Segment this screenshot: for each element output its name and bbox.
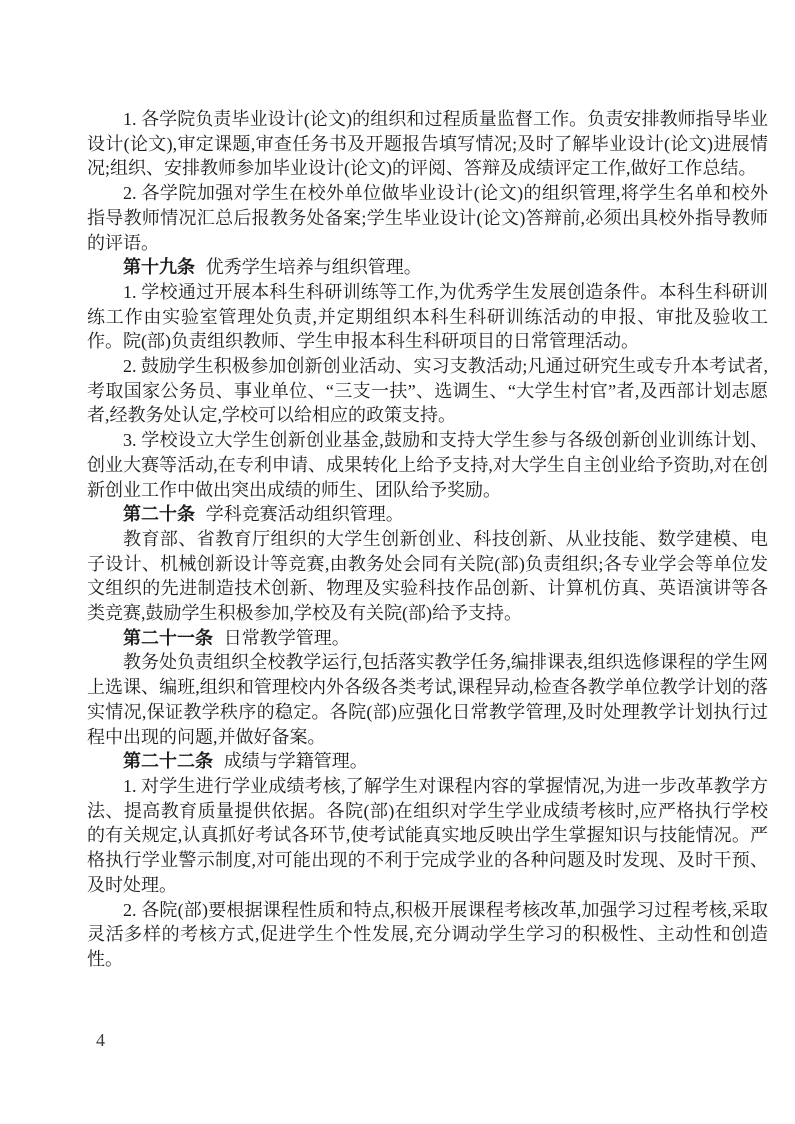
paragraph-text: 1. 学校通过开展本科生科研训练等工作,为优秀学生发展创造条件。本科生科研训练工作由实验室管理处负责,并定期组织本科生科研训练活动的申报、审批及验收工作。院(部)负责组织教师、学生申报本科生科研项目的日常管理活动。 xyxy=(87,281,768,352)
paragraph xyxy=(87,107,768,181)
paragraph xyxy=(87,354,768,428)
paragraph xyxy=(87,898,768,972)
paragraph xyxy=(87,774,768,898)
paragraph-text: 1. 对学生进行学业成绩考核,了解学生对课程内容的掌握情况,为进一步改革教学方法、提高教育质量提供依据。各院(部)在组织对学生学业成绩考核时,应严格执行学校的有关规定,认真抓好考试各环节,使考试能真实地反映出学生掌握知识与技能情况。严格执行学业警示制度,对可能出现的不利于完成学业的各种问题及时发现、及时干预、及时处理。 xyxy=(87,775,768,895)
paragraph-text: 成绩与学籍管理。 xyxy=(223,751,368,772)
article-number: 第二十二条 xyxy=(123,751,213,772)
paragraph xyxy=(87,428,768,502)
paragraph xyxy=(87,502,768,527)
paragraph xyxy=(87,626,768,651)
paragraph xyxy=(87,181,768,255)
paragraph-text: 3. 学校设立大学生创新创业基金,鼓励和支持大学生参与各级创新创业训练计划、创业大赛等活动,在专利申请、成果转化上给予支持,对大学生自主创业给予资助,对在创新创业工作中做出突出成绩的师生、团队给予奖励。 xyxy=(87,430,768,500)
paragraph xyxy=(87,749,768,774)
article-number: 第十九条 xyxy=(123,257,195,278)
paragraph-text: 教务处负责组织全校教学运行,包括落实教学任务,编排课表,组织选修课程的学生网上选课、编班,组织和管理校内外各级各类考试,课程异动,检查各教学单位教学计划的落实情况,保证教学秩序的稳定。各院(部)应强化日常教学管理,及时处理教学计划执行过程中出现的问题,并做好备案。 xyxy=(87,652,768,747)
document-body xyxy=(87,107,768,972)
paragraph-text: 2. 鼓励学生积极参加创新创业活动、实习支教活动;凡通过研究生或专升本考试者,考取国家公务员、事业单位、“三支一扶”、选调生、“大学生村官”者,及西部计划志愿者,经教务处认定,学校可以给相应的政策支持。 xyxy=(87,356,768,426)
paragraph-text: 日常教学管理。 xyxy=(223,627,350,648)
paragraph-text: 2. 各院(部)要根据课程性质和特点,积极开展课程考核改革,加强学习过程考核,采取灵活多样的考核方式,促进学生个性发展,充分调动学生学习的积极性、主动性和创造性。 xyxy=(87,899,768,969)
page-number: 4 xyxy=(96,1030,105,1050)
paragraph xyxy=(87,280,768,354)
paragraph xyxy=(87,255,768,280)
paragraph xyxy=(87,650,768,749)
paragraph-text: 2. 各学院加强对学生在校外单位做毕业设计(论文)的组织管理,将学生名单和校外指导教师情况汇总后报教务处备案;学生毕业设计(论文)答辩前,必须出具校外指导教师的评语。 xyxy=(87,183,768,253)
paragraph xyxy=(87,527,768,626)
paragraph-text: 学科竞赛活动组织管理。 xyxy=(205,504,404,525)
article-number: 第二十一条 xyxy=(123,627,213,648)
article-number: 第二十条 xyxy=(123,504,195,525)
paragraph-text: 教育部、省教育厅组织的大学生创新创业、科技创新、从业技能、数学建模、电子设计、机械创新设计等竞赛,由教务处会同有关院(部)负责组织;各专业学会等单位发文组织的先进制造技术创新、物理及实验科技作品创新、计算机仿真、英语演讲等各类竞赛,鼓励学生积极参加,学校及有关院(部)给予支持。 xyxy=(87,528,768,624)
paragraph-text: 优秀学生培养与组织管理。 xyxy=(205,257,422,278)
paragraph-text: 1. 各学院负责毕业设计(论文)的组织和过程质量监督工作。负责安排教师指导毕业设计(论文),审定课题,审查任务书及开题报告填写情况;及时了解毕业设计(论文)进展情况;组织、安排教师参加毕业设计(论文)的评阅、答辩及成绩评定工作,做好工作总结。 xyxy=(87,109,768,179)
